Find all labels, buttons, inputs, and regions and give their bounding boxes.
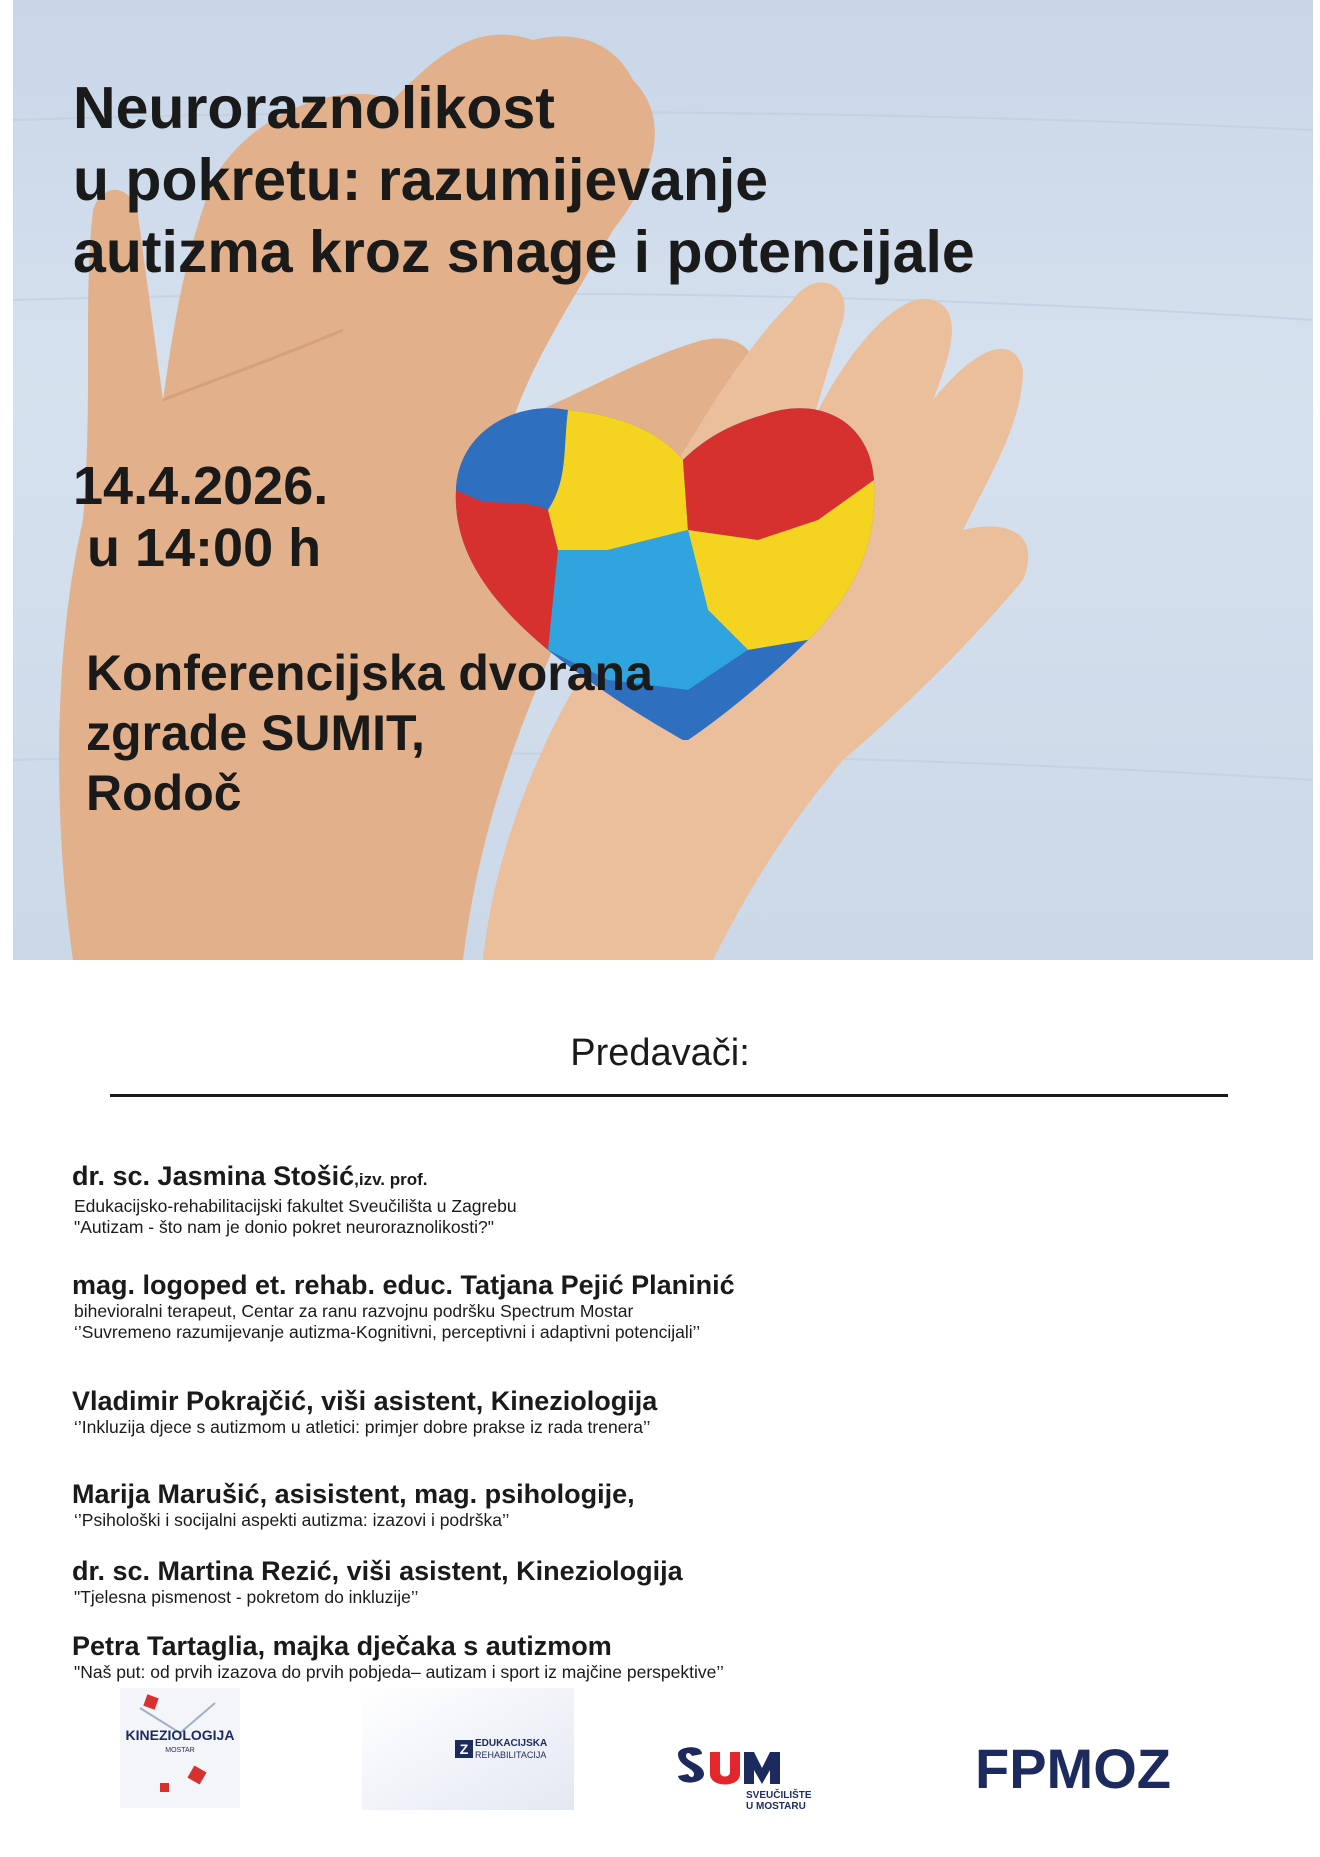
fpmoz-logo [975, 1740, 1185, 1800]
venue-line-3: Rodoč [86, 765, 242, 821]
speaker-name: dr. sc. Martina Rezić, viši asistent, Kineziologija [72, 1556, 683, 1586]
speaker-3 [72, 1385, 1222, 1438]
svg-text:SVEUČILIŠTE: SVEUČILIŠTE [746, 1790, 812, 1801]
speaker-name: Petra Tartaglia, majka dječaka s autizmom [72, 1631, 612, 1661]
speaker-name: Marija Marušić, asisistent, mag. psihologije, [72, 1479, 635, 1509]
svg-text:FPMOZ: FPMOZ [975, 1740, 1171, 1800]
speaker-talk-title: "Tjelesna pismenost - pokretom do inkluzije’’ [74, 1587, 419, 1607]
speaker-talk-title: "Naš put: od prvih izazova do prvih pobjeda– autizam i sport iz majčine perspektive’’ [74, 1662, 724, 1682]
speaker-talk-title: "Autizam - što nam je donio pokret neuroraznolikosti?" [74, 1217, 494, 1237]
event-date: 14.4.2026. [73, 456, 329, 516]
speaker-6 [72, 1630, 1222, 1683]
heading-divider [110, 1094, 1228, 1097]
sponsor-logos [0, 1688, 1320, 1818]
svg-text:REHABILITACIJA: REHABILITACIJA [475, 1750, 547, 1760]
speaker-title-suffix: ,izv. prof. [354, 1170, 428, 1189]
event-date-time [73, 455, 328, 579]
speaker-talk-title: ‘’Suvremeno razumijevanje autizma-Kognitivni, perceptivni i adaptivni potencijali’’ [74, 1322, 701, 1342]
title-line-2: u pokretu: razumijevanje [73, 147, 769, 213]
event-title [73, 72, 975, 288]
speaker-talk-title: ‘’Psihološki i socijalni aspekti autizma: izazovi i podrška’’ [74, 1510, 510, 1530]
sveuciliste-u-mostaru-logo [672, 1744, 832, 1814]
speaker-4 [72, 1478, 1222, 1531]
speaker-name: mag. logoped et. rehab. educ. Tatjana Pejić Planinić [72, 1270, 735, 1300]
venue-line-2: zgrade SUMIT, [86, 705, 425, 761]
svg-text:U MOSTARU: U MOSTARU [746, 1801, 806, 1812]
speaker-5 [72, 1555, 1222, 1608]
title-line-1: Neuroraznolikost [73, 75, 555, 141]
speaker-2 [72, 1269, 1222, 1343]
speaker-affiliation: Edukacijsko-rehabilitacijski fakultet Sveučilišta u Zagrebu [74, 1196, 517, 1216]
svg-text:EDUKACIJSKA: EDUKACIJSKA [475, 1738, 548, 1749]
svg-text:KINEZIOLOGIJA: KINEZIOLOGIJA [125, 1727, 235, 1743]
speaker-affiliation: bihevioralni terapeut, Centar za ranu razvojnu podršku Spectrum Mostar [74, 1301, 634, 1321]
event-venue [86, 643, 653, 823]
venue-line-1: Konferencijska dvorana [86, 645, 653, 701]
edukacijska-rehabilitacija-logo [362, 1688, 574, 1810]
speaker-1 [72, 1160, 1222, 1238]
speaker-name: dr. sc. Jasmina Stošić,izv. prof. [72, 1161, 428, 1191]
svg-text:Z: Z [459, 1741, 469, 1757]
kineziologija-logo [120, 1688, 240, 1808]
hero-image [13, 0, 1313, 960]
title-line-3: autizma kroz snage i potencijale [73, 219, 975, 285]
speaker-name: Vladimir Pokrajčić, viši asistent, Kineziologija [72, 1386, 658, 1416]
svg-text:MOSTAR: MOSTAR [165, 1747, 195, 1754]
event-time: u 14:00 h [87, 518, 322, 578]
speakers-heading: Predavači: [570, 1032, 750, 1074]
speaker-talk-title: ‘’Inkluzija djece s autizmom u atletici: primjer dobre prakse iz rada trenera’’ [74, 1417, 651, 1437]
